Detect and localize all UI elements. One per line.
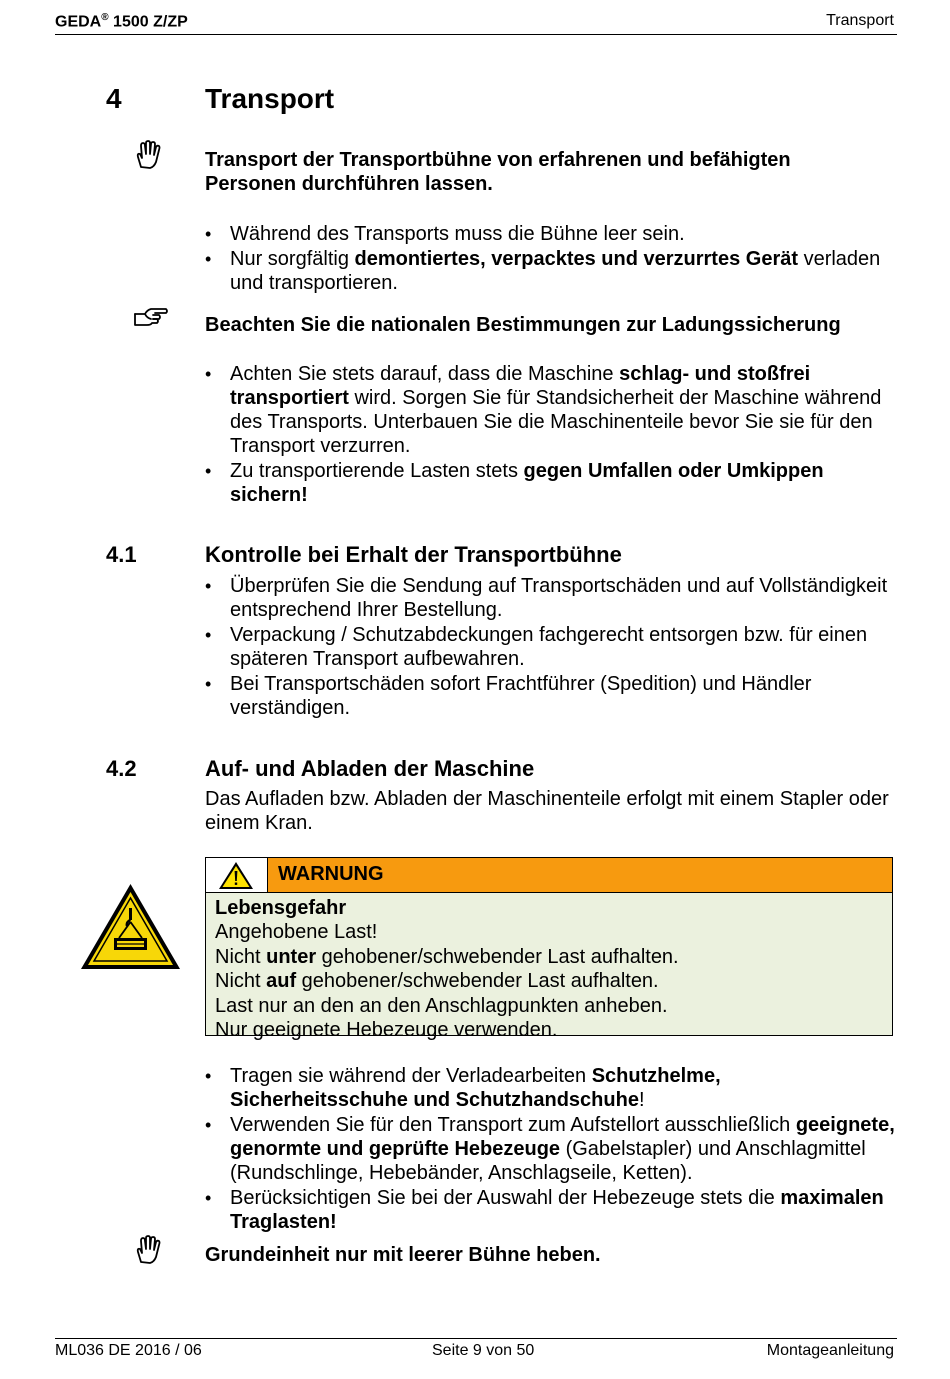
list-item: • Verpackung / Schutzabdeckungen fachgerecht entsorgen bzw. für einen späteren Transport aufbewahren. xyxy=(205,623,895,671)
list-item: • Überprüfen Sie die Sendung auf Transportschäden und auf Vollständigkeit entsprechend Ihrer Bestellung. xyxy=(205,574,895,622)
footer-type: Montageanleitung xyxy=(766,1342,894,1359)
chapter-title: Transport xyxy=(205,83,335,114)
warning-line: Nicht auf gehobener/schwebender Last aufhalten. xyxy=(215,970,659,993)
transport-bullets-1 xyxy=(205,222,895,296)
warning-line: Angehobene Last! xyxy=(215,921,378,944)
warning-header xyxy=(206,858,892,893)
list-item: • Verwenden Sie für den Transport zum Aufstellort ausschließlich geeignete, genormte und geprüfte Hebezeuge (Gabelstapler) und Anschlagmittel (Rundschlinge, Hebebänder, Anschlagseile, Ketten). xyxy=(205,1113,895,1185)
suspended-load-warning-icon xyxy=(79,882,182,972)
header-section: Transport xyxy=(826,12,894,29)
list-item: • Tragen sie während der Verladearbeiten Schutzhelme, Sicherheitsschuhe und Schutzhandschuhe! xyxy=(205,1064,895,1112)
section-4-1-bullets xyxy=(205,574,895,721)
hand-stop-icon xyxy=(133,1235,163,1265)
warning-box xyxy=(205,857,893,1042)
warning-line: Nur geeignete Hebezeuge verwenden. xyxy=(215,1019,558,1042)
header-rule xyxy=(55,34,897,35)
section-4-1-title: Kontrolle bei Erhalt der Transportbühne xyxy=(205,542,622,567)
list-item: • Während des Transports muss die Bühne leer sein. xyxy=(205,222,895,246)
list-item: • Zu transportierende Lasten stets gegen Umfallen oder Umkippen sichern! xyxy=(205,459,895,507)
section-4-1-number: 4.1 xyxy=(106,542,137,567)
warning-body xyxy=(215,896,885,1042)
list-item: • Nur sorgfältig demontiertes, verpacktes und verzurrtes Gerät verladen und transportieren. xyxy=(205,247,895,295)
footer-page: Seite 9 von 50 xyxy=(432,1342,535,1359)
warning-heading: Lebensgefahr xyxy=(215,897,347,919)
section-4-2-number: 4.2 xyxy=(106,756,137,781)
list-item: • Bei Transportschäden sofort Frachtführer (Spedition) und Händler verständigen. xyxy=(205,672,895,720)
pointing-hand-icon xyxy=(133,306,169,328)
lifting-note: Grundeinheit nur mit leerer Bühne heben. xyxy=(205,1244,601,1266)
section-4-2-bullets xyxy=(205,1064,895,1235)
load-securing-note: Beachten Sie die nationalen Bestimmungen zur Ladungssicherung xyxy=(205,314,841,336)
section-4-2-intro: Das Aufladen bzw. Abladen der Maschinenteile erfolgt mit einem Stapler oder einem Kran. xyxy=(205,788,889,834)
hand-stop-icon xyxy=(133,140,163,170)
header-product: GEDA® 1500 Z/ZP xyxy=(55,12,188,31)
list-item: • Berücksichtigen Sie bei der Auswahl der Hebezeuge stets die maximalen Traglasten! xyxy=(205,1186,895,1234)
section-4-2-title: Auf- und Abladen der Maschine xyxy=(205,756,535,781)
warning-label: WARNUNG xyxy=(278,863,384,885)
list-item: • Achten Sie stets darauf, dass die Maschine schlag- und stoßfrei transportiert wird. Sorgen Sie für Standsicherheit der Maschine während des Transports. Unterbauen Sie die Maschinenteile bevor Sie sie für den Transport verzurren. xyxy=(205,362,895,458)
warning-line: Last nur an den an den Anschlagpunkten anheben. xyxy=(215,994,668,1017)
warning-line: Nicht unter gehobener/schwebender Last aufhalten. xyxy=(215,945,679,968)
transport-note: Transport der Transportbühne von erfahrenen und befähigten Personen durchführen lassen. xyxy=(205,149,791,195)
footer-doc: ML036 DE 2016 / 06 xyxy=(55,1342,202,1359)
warning-label-cell xyxy=(268,858,892,892)
chapter-number: 4 xyxy=(106,83,122,114)
warning-triangle-icon xyxy=(218,861,254,890)
transport-bullets-2 xyxy=(205,362,895,508)
warning-icon-cell xyxy=(206,858,268,892)
footer-rule xyxy=(55,1338,897,1339)
